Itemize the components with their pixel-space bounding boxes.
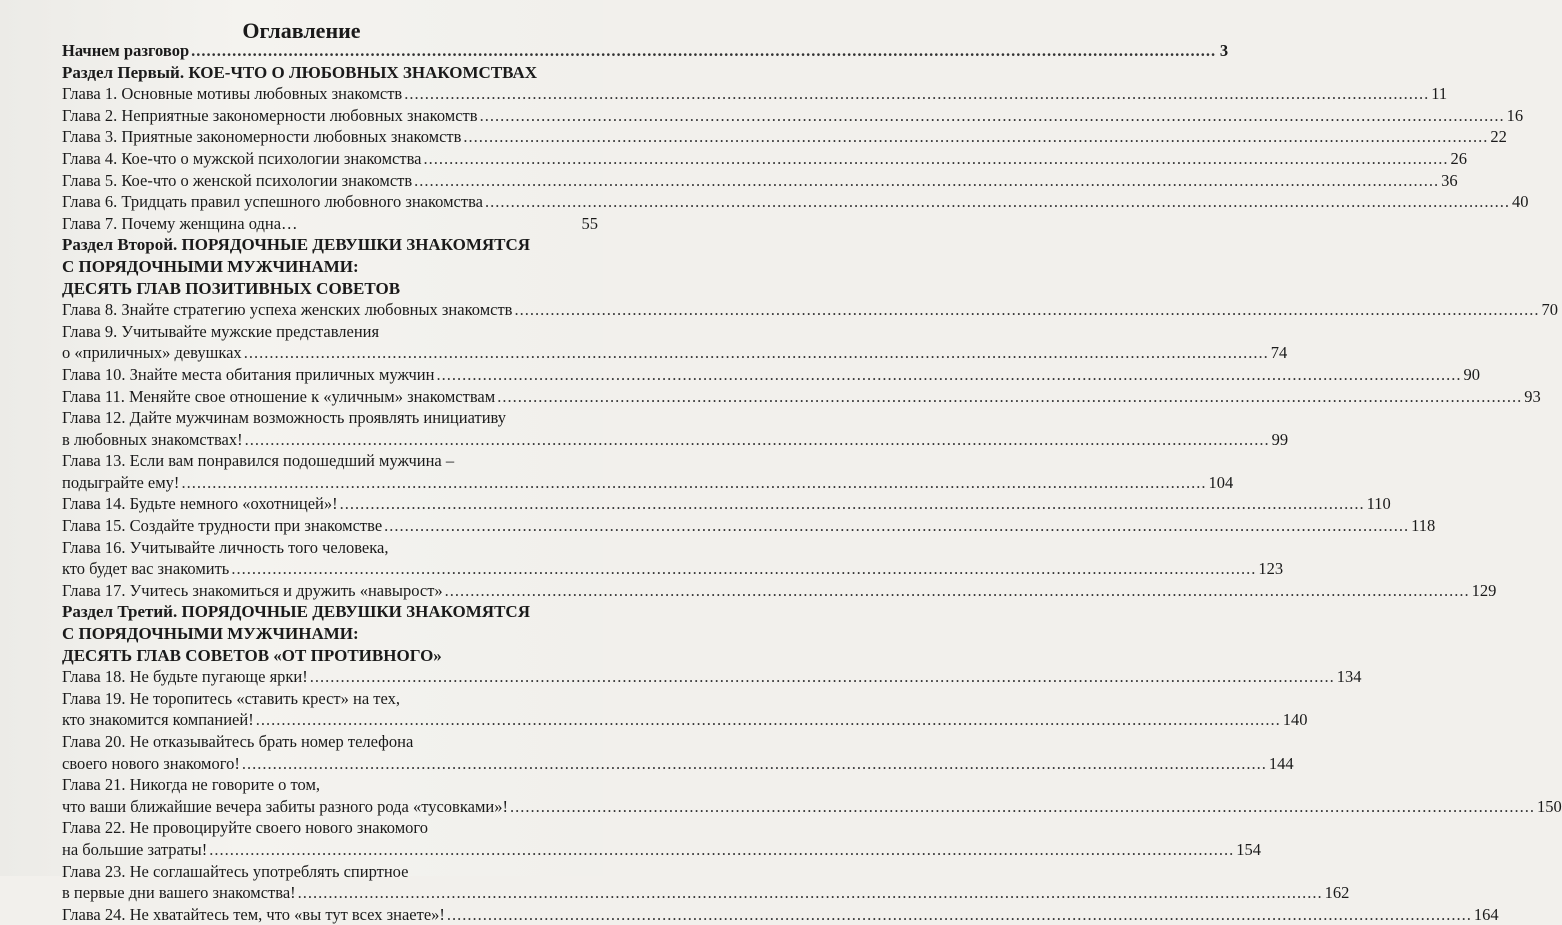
page-number: 134 xyxy=(1336,667,1362,687)
dot-leader: ........................................................................................................................................................................................................ xyxy=(209,839,1235,859)
toc-entry-text: Глава 24. Не хватайтесь тем, что «вы тут всех знаете»! xyxy=(62,904,445,924)
toc-entry xyxy=(62,299,1558,321)
toc-entry-text: Глава 22. Не провоцируйте своего нового знакомого xyxy=(62,818,429,838)
toc-entry-text: что ваши ближайшие вечера забиты разного рода «тусовками»! xyxy=(62,796,508,816)
toc-entry-text: кто будет вас знакомить xyxy=(62,559,230,579)
page-number: 90 xyxy=(1463,364,1480,384)
page-number: 129 xyxy=(1471,580,1497,600)
toc-entry-text: Глава 14. Будьте немного «охотницей»! xyxy=(62,494,338,514)
toc-entry xyxy=(62,213,598,235)
section-heading xyxy=(62,601,598,623)
toc-entry-text: в первые дни вашего знакомства! xyxy=(62,883,296,903)
toc-entry xyxy=(62,709,1308,731)
page-number: 93 xyxy=(1524,386,1541,406)
toc-entry-text: Глава 10. Знайте места обитания приличных мужчин xyxy=(62,364,435,384)
ellipsis-leader: … xyxy=(281,213,298,233)
toc-entry xyxy=(62,515,1436,537)
toc-entry xyxy=(62,364,1480,386)
dot-leader: ........................................................................................................................................................................................................ xyxy=(484,192,1510,212)
toc-entry-text: своего нового знакомого! xyxy=(62,753,240,773)
toc-entry xyxy=(62,817,598,839)
dot-leader: ........................................................................................................................................................................................................ xyxy=(444,580,1470,600)
toc-entry-text: Глава 17. Учитесь знакомиться и дружить «навырост» xyxy=(62,580,443,600)
toc-entry-text: Глава 6. Тридцать правил успешного любовного знакомства xyxy=(62,192,483,212)
toc-entry-text: Глава 7. Почему женщина одна xyxy=(62,213,282,233)
toc-entry-text: Глава 9. Учитывайте мужские представления xyxy=(62,321,380,341)
page-number: 123 xyxy=(1258,559,1284,579)
toc-entry-text: Глава 4. Кое-что о мужской психологии знакомства xyxy=(62,148,422,168)
dot-leader: ........................................................................................................................................................................................................ xyxy=(384,516,1410,536)
page-number: 3 xyxy=(1219,41,1229,60)
page-number: 164 xyxy=(1473,904,1499,924)
toc-entry xyxy=(62,882,1350,904)
section-heading xyxy=(62,62,598,84)
toc-entry xyxy=(62,753,1294,775)
toc-entry-text: Глава 23. Не соглашайтесь употреблять спиртное xyxy=(62,861,409,881)
dot-leader: ........................................................................................................................................................................................................ xyxy=(255,710,1281,730)
dot-leader: ........................................................................................................................................................................................................ xyxy=(241,753,1267,773)
toc-entry xyxy=(62,148,1467,170)
toc-entry-text: Глава 21. Никогда не говорите о том, xyxy=(62,775,321,795)
section-heading xyxy=(62,234,598,256)
dot-leader: ........................................................................................................................................................................................................ xyxy=(497,386,1523,406)
page-number: 140 xyxy=(1282,710,1308,730)
dot-leader: ........................................................................................................................................................................................................ xyxy=(297,883,1323,903)
toc-entry-text: Раздел Первый. КОЕ-ЧТО О ЛЮБОВНЫХ ЗНАКОМСТВАХ xyxy=(62,62,537,82)
dot-leader: ........................................................................................................................................................................................................ xyxy=(181,472,1207,492)
toc-entry-text: ДЕСЯТЬ ГЛАВ ПОЗИТИВНЫХ СОВЕТОВ xyxy=(62,278,401,298)
toc-entry-text: Глава 19. Не торопитесь «ставить крест» на тех, xyxy=(62,688,400,708)
dot-leader: ........................................................................................................................................................................................................ xyxy=(309,667,1335,687)
toc-entry-text: Глава 13. Если вам понравился подошедший мужчина – xyxy=(62,451,455,471)
toc-entry-text: кто знакомится компанией! xyxy=(62,710,254,730)
page-number: 154 xyxy=(1236,839,1261,859)
toc-entry xyxy=(62,537,598,559)
toc-entry-text: Глава 11. Меняйте свое отношение к «уличным» знакомствам xyxy=(62,386,496,406)
toc-entry xyxy=(62,105,1524,127)
page-number: 99 xyxy=(1271,429,1289,449)
page-number: 55 xyxy=(581,213,598,233)
toc-entry xyxy=(62,688,598,710)
toc-entry-text: Раздел Третий. ПОРЯДОЧНЫЕ ДЕВУШКИ ЗНАКОМЯТСЯ xyxy=(62,602,530,622)
dot-leader: ........................................................................................................................................................................................................ xyxy=(509,796,1535,816)
toc-entry xyxy=(62,731,598,753)
page-number: 70 xyxy=(1541,300,1558,320)
toc-entry-text: о «приличных» девушках xyxy=(62,343,242,363)
toc-entry-text: Глава 12. Дайте мужчинам возможность проявлять инициативу xyxy=(62,408,507,428)
dot-leader: ........................................................................................................................................................................................................ xyxy=(514,300,1540,320)
toc-entry-text: Глава 2. Неприятные закономерности любовных знакомств xyxy=(62,105,478,125)
dot-leader: ........................................................................................................................................................................................................ xyxy=(191,41,1217,60)
page-number: 11 xyxy=(1431,84,1448,104)
toc-entry xyxy=(62,342,1288,364)
toc-entry xyxy=(62,126,1507,148)
section-heading xyxy=(62,623,598,645)
dot-leader: ........................................................................................................................................................................................................ xyxy=(436,364,1462,384)
page-number: 36 xyxy=(1441,170,1458,190)
toc-entry xyxy=(62,839,1261,861)
toc-entry-text: подыграйте ему! xyxy=(62,472,180,492)
toc-entry xyxy=(62,796,1562,818)
section-heading xyxy=(62,645,598,667)
toc-entry xyxy=(62,321,598,343)
toc-entry xyxy=(62,191,1529,213)
dot-leader: ........................................................................................................................................................................................................ xyxy=(446,904,1472,924)
toc-entry xyxy=(62,580,1497,602)
page-number: 104 xyxy=(1208,472,1234,492)
toc-entry xyxy=(62,774,598,796)
toc-entry xyxy=(62,472,1234,494)
dot-leader: ........................................................................................................................................................................................................ xyxy=(479,105,1505,125)
page-number: 74 xyxy=(1270,343,1288,363)
page-number: 22 xyxy=(1490,127,1507,147)
toc-entry xyxy=(62,493,1391,515)
page-number: 26 xyxy=(1450,148,1467,168)
toc-entry xyxy=(62,170,1458,192)
page-number: 144 xyxy=(1268,753,1294,773)
toc-entry xyxy=(62,83,1448,105)
dot-leader: ........................................................................................................................................................................................................ xyxy=(339,494,1365,514)
table-of-contents xyxy=(62,40,1562,925)
toc-entry xyxy=(62,429,1289,451)
section-heading xyxy=(62,278,598,300)
dot-leader: ........................................................................................................................................................................................................ xyxy=(414,170,1440,190)
toc-entry-text: Раздел Второй. ПОРЯДОЧНЫЕ ДЕВУШКИ ЗНАКОМЯТСЯ xyxy=(62,235,531,255)
toc-entry xyxy=(62,904,1499,925)
toc-entry-text: Глава 8. Знайте стратегию успеха женских любовных знакомств xyxy=(62,300,513,320)
toc-entry-text: Глава 15. Создайте трудности при знакомстве xyxy=(62,516,383,536)
toc-entry xyxy=(62,386,1541,408)
toc-entry xyxy=(62,450,598,472)
dot-leader: ........................................................................................................................................................................................................ xyxy=(231,559,1257,579)
toc-entry-text: ДЕСЯТЬ ГЛАВ СОВЕТОВ «ОТ ПРОТИВНОГО» xyxy=(62,645,442,665)
page-number: 162 xyxy=(1324,883,1350,903)
toc-entry-text: С ПОРЯДОЧНЫМИ МУЖЧИНАМИ: xyxy=(62,624,359,644)
toc-entry-text: Глава 5. Кое-что о женской психологии знакомств xyxy=(62,170,413,190)
toc-entry xyxy=(62,861,598,883)
toc-entry-text: на большие затраты! xyxy=(62,839,208,859)
dot-leader: ........................................................................................................................................................................................................ xyxy=(404,84,1430,104)
toc-entry xyxy=(62,407,598,429)
toc-entry-text: С ПОРЯДОЧНЫМИ МУЖЧИНАМИ: xyxy=(62,256,359,276)
section-heading xyxy=(62,256,598,278)
dot-leader: ........................................................................................................................................................................................................ xyxy=(244,429,1270,449)
toc-entry-text: Глава 20. Не отказывайтесь брать номер телефона xyxy=(62,732,414,751)
toc-entry-text: Глава 3. Приятные закономерности любовных знакомств xyxy=(62,127,462,147)
page-number: 16 xyxy=(1506,105,1524,125)
toc-entry xyxy=(62,666,1362,688)
page-number: 40 xyxy=(1511,192,1529,212)
page-number: 118 xyxy=(1411,516,1436,536)
toc-entry-text: в любовных знакомствах! xyxy=(62,429,243,449)
toc-entry-text: Начнем разговор xyxy=(62,41,190,60)
page-title: Оглавление xyxy=(242,18,361,43)
dot-leader: ........................................................................................................................................................................................................ xyxy=(463,127,1489,147)
toc-entry-text: Глава 16. Учитывайте личность того человека, xyxy=(62,537,389,557)
toc-entry-text: Глава 1. Основные мотивы любовных знакомств xyxy=(62,84,403,104)
toc-entry-text: Глава 18. Не будьте пугающе ярки! xyxy=(62,667,308,687)
page-number: 150 xyxy=(1536,796,1562,816)
toc-entry xyxy=(62,558,1284,580)
dot-leader: ........................................................................................................................................................................................................ xyxy=(423,148,1449,168)
dot-leader: ........................................................................................................................................................................................................ xyxy=(243,343,1269,363)
toc-entry xyxy=(62,40,1229,62)
page-number: 110 xyxy=(1366,494,1391,514)
